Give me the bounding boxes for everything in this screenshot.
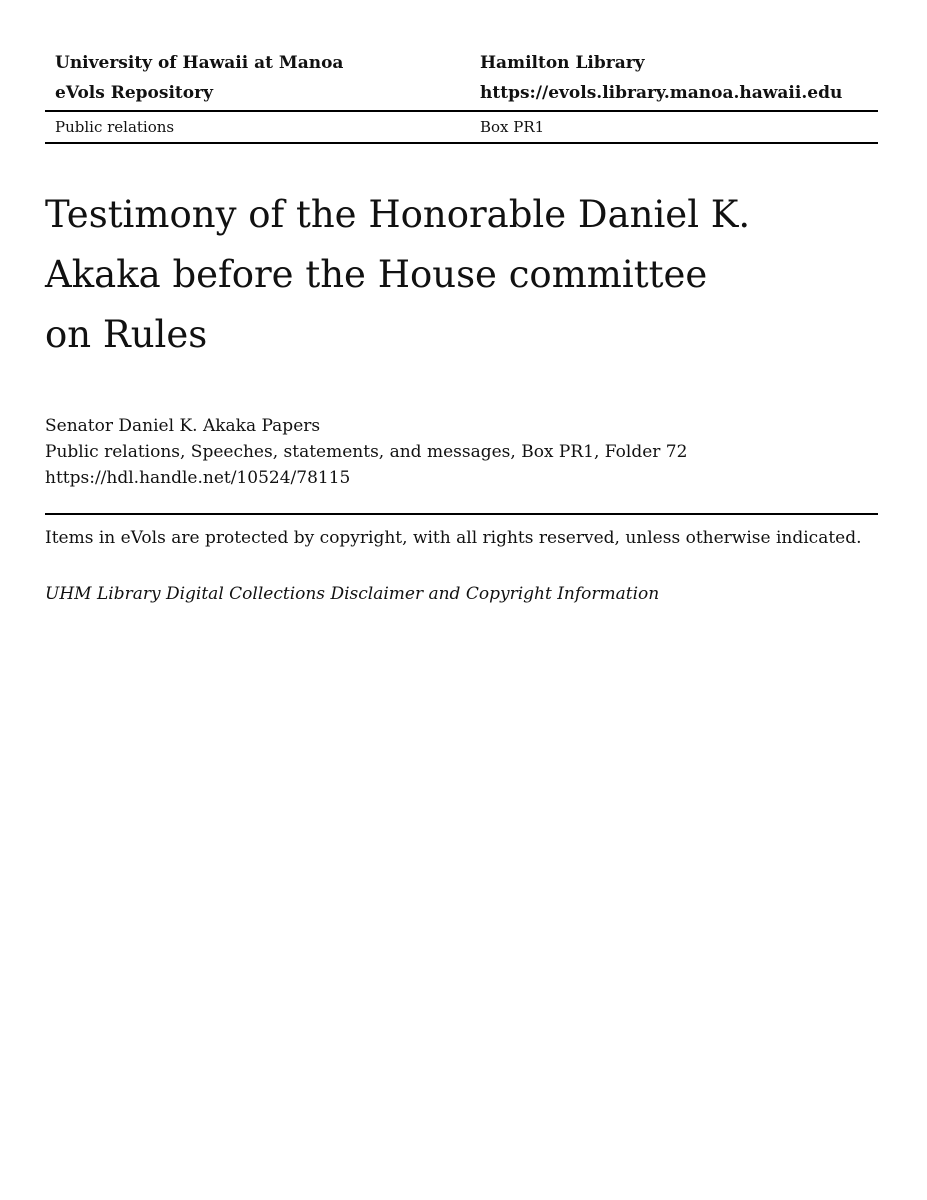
copyright-notice: Items in eVols are protected by copyright, with all rights reserved, unless otherwise indicated. (45, 528, 862, 548)
document-title (45, 185, 878, 365)
document-title-line-1: Testimony of the Honorable Daniel K. (45, 193, 751, 236)
repository-name: eVols Repository (55, 83, 213, 103)
box-label: Box PR1 (480, 118, 545, 136)
collection-label: Public relations (55, 118, 175, 136)
repository-url[interactable]: https://evols.library.manoa.hawaii.edu (480, 83, 843, 103)
citation-line: Public relations, Speeches, statements, and messages, Box PR1, Folder 72 (45, 442, 688, 462)
header-right-cell (470, 48, 878, 108)
header-sub-row (45, 112, 878, 144)
header-left-cell (45, 48, 470, 108)
header-main-row (45, 48, 878, 112)
library-name: Hamilton Library (480, 53, 645, 73)
papers-title: Senator Daniel K. Akaka Papers (45, 416, 321, 436)
handle-url[interactable]: https://hdl.handle.net/10524/78115 (45, 468, 351, 488)
document-metadata (45, 413, 878, 491)
footer-divider-rule (45, 513, 878, 515)
document-title-line-3: on Rules (45, 313, 208, 356)
institution-name: University of Hawaii at Manoa (55, 53, 344, 73)
repository-header (45, 48, 878, 144)
disclaimer-link[interactable]: UHM Library Digital Collections Disclaimer and Copyright Information (45, 584, 660, 604)
document-title-line-2: Akaka before the House committee (45, 253, 708, 296)
